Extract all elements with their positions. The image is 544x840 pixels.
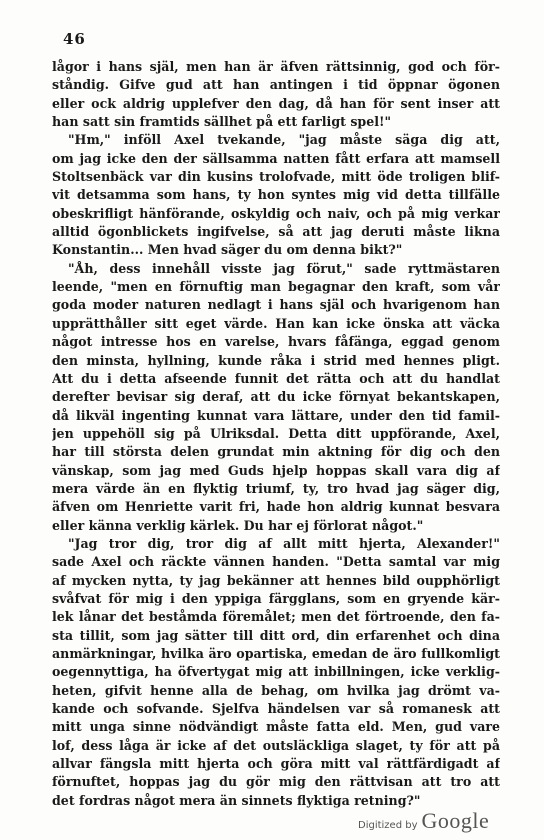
text-line: då likväl ingenting kunnat vara lättare, under den tid famil- <box>52 407 500 423</box>
text-line: obeskrifligt hänförande, oskyldig och naiv, och på mig verkar <box>52 205 500 221</box>
text-line: mitt unga sinne nödvändigt måste fatta eld. Men, gud vare <box>52 719 500 735</box>
text-line: kande och sofvande. Sjelfva händelsen var så romanesk att <box>52 701 500 717</box>
text-line: ståndig. Gifve gud att han antingen i tid öppnar ögonen <box>52 77 500 93</box>
text-line: "Åh, dess innehåll visste jag förut," sade ryttmästaren <box>68 260 500 276</box>
text-line: allvar fängsla mitt hjerta och göra mitt val rättfärdigadt af <box>52 756 500 772</box>
text-line: jen uppehöll sig på Ulriksdal. Detta ditt uppförande, Axel, <box>52 425 500 441</box>
text-line: Att du i detta afseende funnit det rätta och att du handlat <box>52 370 500 386</box>
text-line: förnuftet, hoppas jag du gör mig den rättvisan att tro att <box>52 774 500 790</box>
text-line: svåfvat för mig i den yppiga färgglans, som en gryende kär- <box>52 590 500 606</box>
google-logo: Google <box>421 808 490 833</box>
text-line: vänskap, som jag med Guds hjelp hoppas skall vara dig af <box>52 462 500 478</box>
text-line: "Jag tror dig, tror dig af allt mitt hjerta, Alexander!" <box>68 535 500 551</box>
text-line: eller känna verklig kärlek. Du har ej förlorat något." <box>52 517 424 533</box>
text-line: det fordras något mera än sinnets flyktiga retning?" <box>52 792 421 808</box>
text-line: anmärkningar, hvilka äro opartiska, emedan de äro fullkomligt <box>52 646 500 661</box>
text-line: derefter bevisar sig deraf, att du icke förnyat bekantskapen, <box>52 389 500 405</box>
text-line: sade Axel och räckte vännen handen. "Detta samtal var mig <box>52 554 500 570</box>
text-line: lågor i hans själ, men han är äfven rättsinnig, god och för- <box>52 59 500 74</box>
text-line: "Hm," inföll Axel tvekande, "jag måste säga dig att, <box>68 132 500 148</box>
text-line: äfven om Henriette varit fri, hade hon aldrig kunnat besvara <box>52 499 500 515</box>
text-line: leende, "men en förnuftig man begagnar den kraft, som vår <box>52 279 500 295</box>
text-line: Konstantin... Men hvad säger du om denna bikt?" <box>52 242 403 258</box>
text-line: om jag icke den der sällsamma natten fått erfara att mamsell <box>52 150 500 166</box>
text-line: Stoltsenbäck var din kusins trolofvade, mitt öde troligen blif- <box>52 169 500 185</box>
text-line: sta tillit, som jag sätter till ditt ord, din erfarenhet och dina <box>52 627 500 643</box>
text-line: har till största delen grundat min aktning för dig och den <box>52 444 500 460</box>
text-line: något intresse hos en varelse, hvars fåfänga, eggad genom <box>52 334 500 350</box>
digitized-watermark <box>358 808 489 834</box>
text-line: mera värde än en flyktig triumf, ty, tro hvad jag säger dig, <box>52 480 500 496</box>
text-line: han satt sin framtids sällhet på ett farligt spel!" <box>52 114 392 130</box>
text-line: alltid ögonblickets ingifvelse, så att jag deruti måste likna <box>52 224 500 240</box>
text-line: af mycken nytta, ty jag bekänner att hennes bild oupphörligt <box>52 572 500 588</box>
body-text <box>52 58 500 810</box>
text-line: upprätthåller sitt eget värde. Han kan icke önska att väcka <box>52 315 500 331</box>
text-line: den minsta, hyllning, kunde råka i strid med hennes pligt. <box>52 352 500 368</box>
text-line: eller ock aldrig upplefver den dag, då han för sent inser att <box>52 95 500 111</box>
digitized-by-label: Digitized by <box>358 820 418 831</box>
text-line: lof, dess låga är icke af det outsläckliga slaget, ty för att på <box>52 737 500 753</box>
text-line: goda moder naturen nedlagt i hans själ och hvarigenom han <box>52 297 500 313</box>
page-number: 46 <box>63 30 86 48</box>
text-line: lek lånar det beståmda föremålet; men det förtroende, den fa- <box>52 609 500 625</box>
text-line: oegennyttiga, ha öfvertygat mig att inbillningen, icke verklig- <box>52 664 500 680</box>
text-line: heten, gifvit henne alla de behag, om hvilka jag drömt va- <box>52 682 500 698</box>
text-line: vit detsamma som hans, ty hon syntes mig vid detta tillfälle <box>52 187 500 203</box>
